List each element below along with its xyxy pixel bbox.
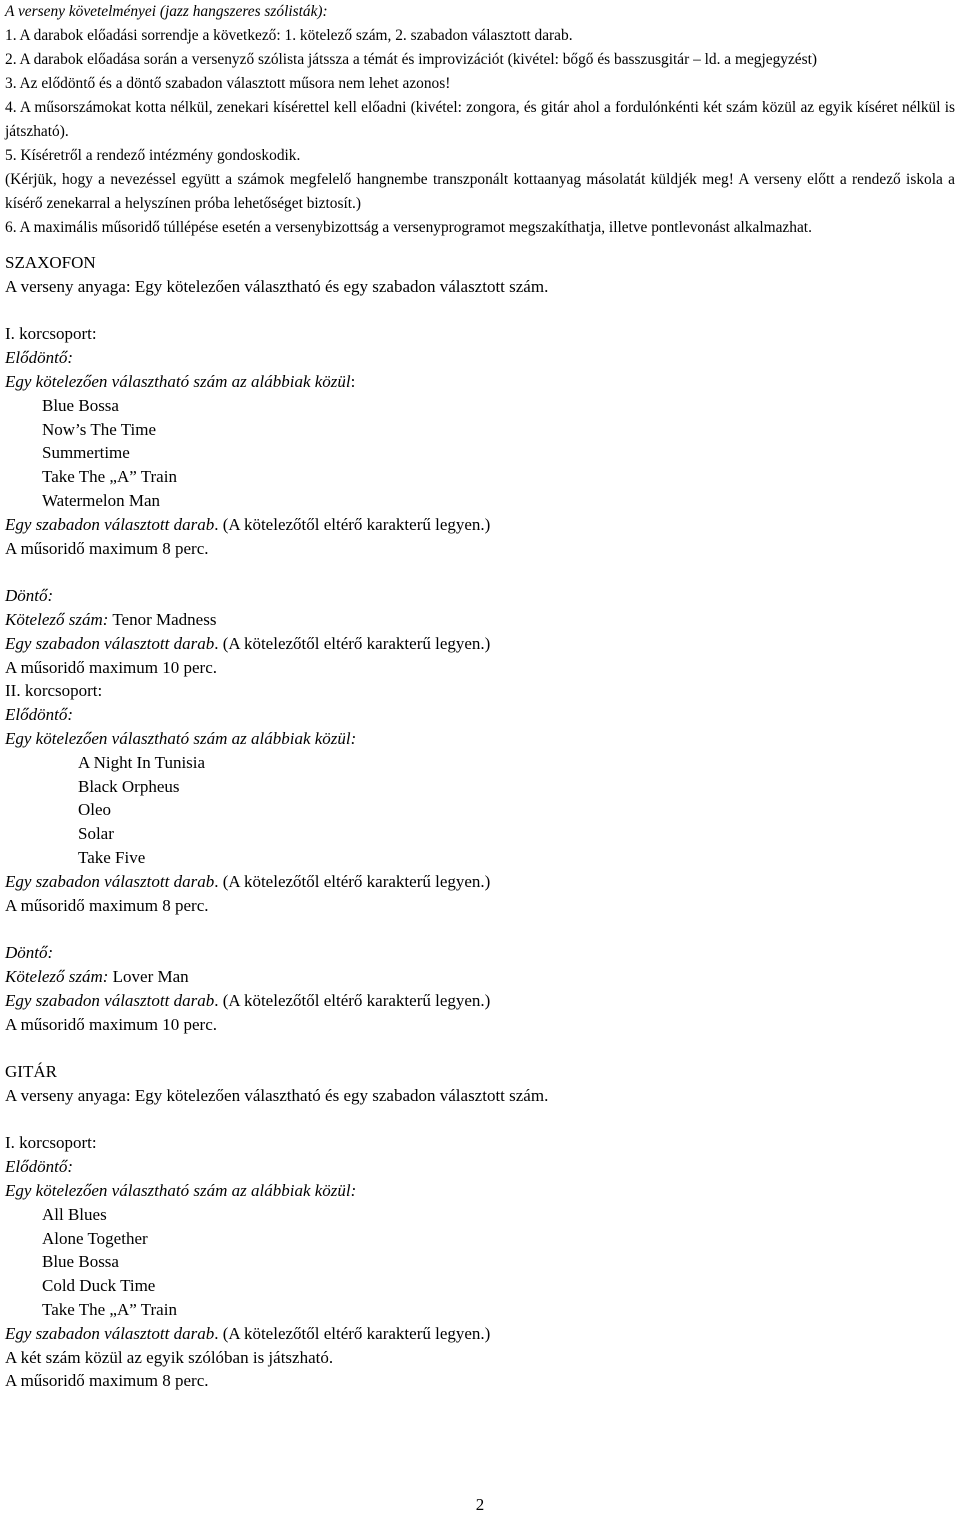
list-item: Oleo: [78, 800, 112, 820]
sax-group-2-free-piece: [5, 870, 955, 894]
rule-1: 1. A darabok előadási sorrendje a következő: 1. kötelező szám, 2. szabadon választott darab.: [5, 27, 573, 44]
free-piece-note: . (A kötelezőtől eltérő karakterű legyen.): [214, 633, 491, 653]
free-piece-label: Egy szabadon választott darab: [5, 871, 215, 891]
free-piece-label: Egy szabadon választott darab: [5, 1323, 215, 1343]
sax-group-1-semifinal: Elődöntő:: [5, 348, 73, 368]
free-piece-note: . (A kötelezőtől eltérő karakterű legyen.): [214, 1323, 491, 1343]
guitar-group-1-semifinal: Elődöntő:: [5, 1157, 73, 1177]
mandatory-label: Kötelező szám:: [5, 966, 109, 986]
sax-group-1-free-piece: [5, 513, 955, 537]
sax-group-2-semifinal: Elődöntő:: [5, 705, 73, 725]
free-piece-note: . (A kötelezőtől eltérő karakterű legyen.): [214, 990, 491, 1010]
document-page: [5, 0, 955, 1393]
mandatory-label: Kötelező szám:: [5, 609, 109, 629]
guitar-material: A verseny anyaga: Egy kötelezően választható és egy szabadon választott szám.: [5, 1085, 549, 1105]
free-piece-note: . (A kötelezőtől eltérő karakterű legyen.): [214, 514, 491, 534]
list-item: Cold Duck Time: [42, 1276, 156, 1296]
guitar-group-1-choose: Egy kötelezően választható szám az alábbiak közül:: [5, 1181, 357, 1201]
list-item: A Night In Tunisia: [78, 752, 206, 772]
list-item: Take The „A” Train: [42, 1300, 177, 1320]
sax-group-1-final-free-piece: [5, 632, 955, 656]
list-item: Watermelon Man: [42, 490, 161, 510]
guitar-group-1-solo-note: A két szám közül az egyik szólóban is játszható.: [5, 1347, 334, 1367]
rule-5-note: (Kérjük, hogy a nevezéssel együtt a számok megfelelő hangnembe transzponált kottaanyag másolatát küldjék meg! A verseny előtt a rendező iskola a kísérő zenekarral a helyszínen próba lehetőséget biztosít.): [5, 171, 955, 212]
list-item: Blue Bossa: [42, 395, 119, 415]
sax-group-1-time: A műsoridő maximum 8 perc.: [5, 538, 209, 558]
free-piece-label: Egy szabadon választott darab: [5, 633, 215, 653]
rule-6: 6. A maximális műsoridő túllépése esetén a versenybizottság a versenyprogramot megszakíthatja, illetve pontlevonást alkalmazhat.: [5, 219, 812, 236]
page-number: 2: [475, 1495, 485, 1514]
choose-text: Egy kötelezően választható szám az alábbiak közül: [5, 371, 351, 391]
mandatory-piece: Lover Man: [108, 966, 189, 986]
guitar-section: [5, 1060, 955, 1393]
sax-group-2-choose: Egy kötelezően választható szám az alábbiak közül:: [5, 728, 357, 748]
rule-2: 2. A darabok előadása során a versenyző szólista játssza a témát és improvizációt (kivétel: bőgő és basszusgitár – ld. a megjegyzést): [5, 51, 818, 68]
choose-colon: :: [350, 371, 356, 391]
list-item: Summertime: [42, 443, 130, 463]
sax-group-1-title: I. korcsoport:: [5, 324, 97, 344]
list-item: Blue Bossa: [42, 1252, 119, 1272]
list-item: Take The „A” Train: [42, 467, 177, 487]
sax-group-2-final-free-piece: [5, 989, 955, 1013]
list-item: Alone Together: [42, 1228, 148, 1248]
sax-group-2-time: A műsoridő maximum 8 perc.: [5, 895, 209, 915]
list-item: Take Five: [78, 847, 146, 867]
sax-group-2-final: Döntő:: [5, 943, 54, 963]
sax-group-2-title: II. korcsoport:: [5, 681, 103, 701]
list-item: Now’s The Time: [42, 419, 156, 439]
sax-group-1-final: Döntő:: [5, 586, 54, 606]
list-item: Solar: [78, 824, 114, 844]
rule-5: 5. Kíséretről a rendező intézmény gondoskodik.: [5, 147, 301, 164]
guitar-group-1-free-piece: [5, 1322, 955, 1346]
rules-title: A verseny követelményei (jazz hangszeres szólisták):: [5, 3, 328, 20]
saxophone-section: [5, 251, 955, 1036]
competition-rules: [5, 0, 955, 240]
guitar-group-1-time: A műsoridő maximum 8 perc.: [5, 1371, 209, 1391]
list-item: All Blues: [42, 1204, 107, 1224]
rule-4: 4. A műsorszámokat kotta nélkül, zenekari kísérettel kell előadni (kivétel: zongora, és gitár ahol a fordulónkénti két szám közül az egyik kíséret nélkül is játszható).: [5, 99, 955, 140]
rule-3: 3. Az elődöntő és a döntő szabadon választott műsora nem lehet azonos!: [5, 75, 451, 92]
list-item: Black Orpheus: [78, 776, 180, 796]
sax-group-2-mandatory: [5, 965, 955, 989]
sax-group-1-final-time: A műsoridő maximum 10 perc.: [5, 657, 218, 677]
sax-group-1-choose: [5, 370, 955, 394]
guitar-group-1-title: I. korcsoport:: [5, 1133, 97, 1153]
mandatory-piece: Tenor Madness: [108, 609, 217, 629]
free-piece-label: Egy szabadon választott darab: [5, 990, 215, 1010]
saxophone-material: A verseny anyaga: Egy kötelezően választható és egy szabadon választott szám.: [5, 276, 549, 296]
sax-group-2-final-time: A műsoridő maximum 10 perc.: [5, 1014, 218, 1034]
section-heading-saxophone: SZAXOFON: [5, 253, 96, 272]
free-piece-label: Egy szabadon választott darab: [5, 514, 215, 534]
sax-group-1-mandatory: [5, 608, 955, 632]
free-piece-note: . (A kötelezőtől eltérő karakterű legyen.): [214, 871, 491, 891]
section-heading-guitar: GITÁR: [5, 1062, 57, 1082]
